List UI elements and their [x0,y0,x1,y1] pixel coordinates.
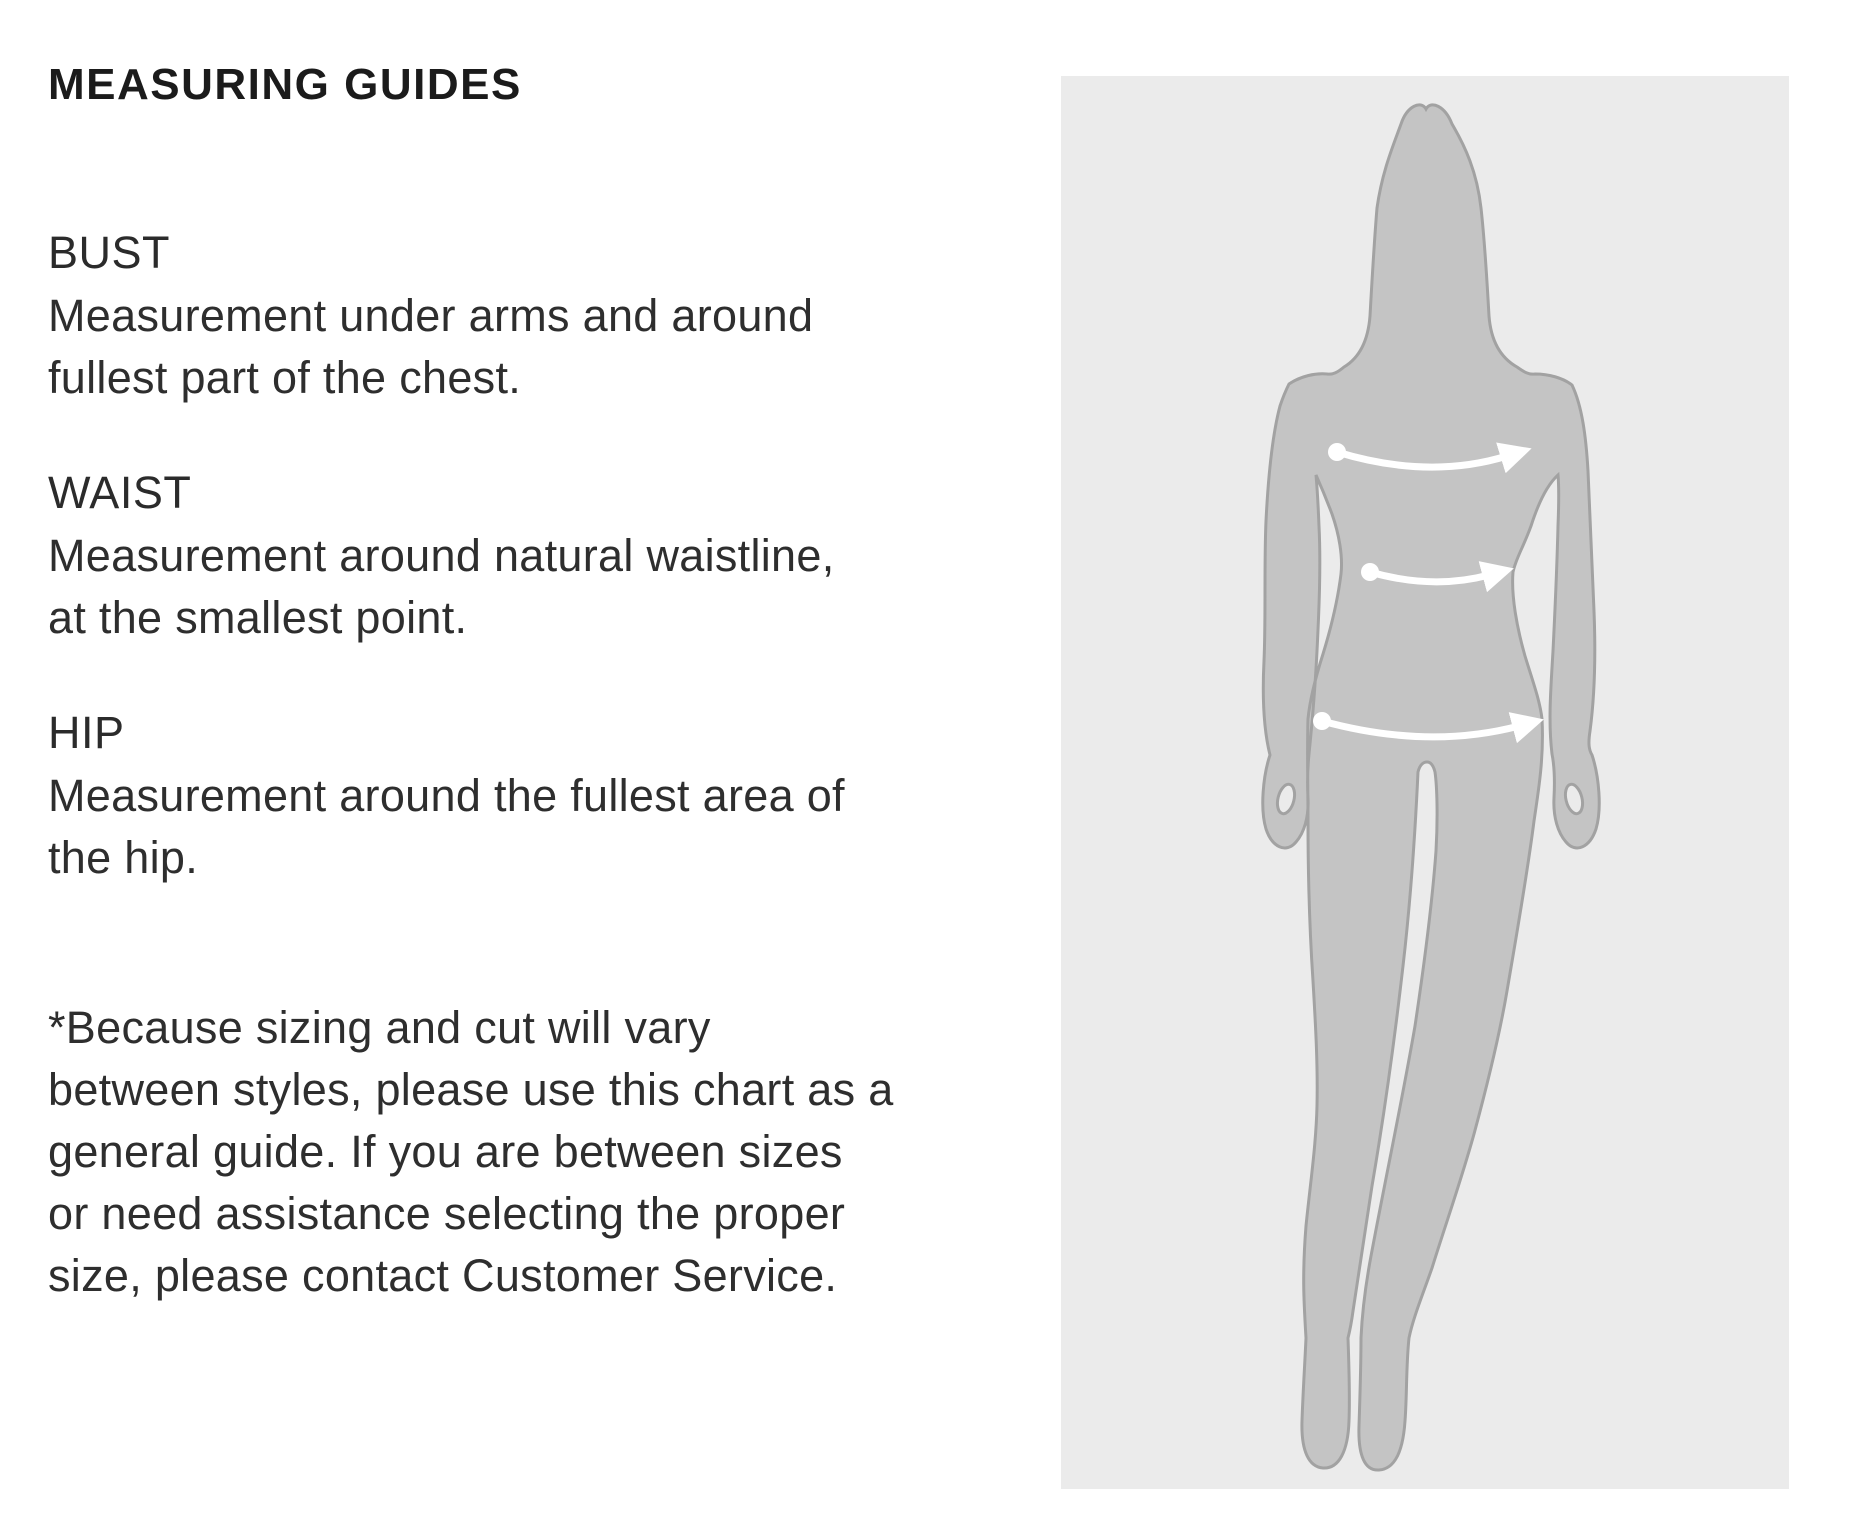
female-figure-illustration [1061,76,1789,1489]
disclaimer-line: *Because sizing and cut will vary [48,1002,711,1053]
page-title: MEASURING GUIDES [48,60,522,109]
disclaimer-line: between styles, please use this chart as a [48,1064,894,1115]
waist-heading: WAIST [48,467,192,518]
bust-description-line: Measurement under arms and around [48,290,814,341]
waist-section [48,461,1078,649]
hip-heading: HIP [48,707,125,758]
measuring-guide-text-column [48,62,1078,1307]
disclaimer-line: general guide. If you are between sizes [48,1126,843,1177]
disclaimer-line: or need assistance selecting the proper [48,1188,846,1239]
sizing-disclaimer [48,997,1078,1307]
bust-heading: BUST [48,227,171,278]
waist-description-line: at the smallest point. [48,592,468,643]
measurement-figure-panel [1061,76,1789,1489]
hip-description-line: the hip. [48,832,199,883]
hip-description-line: Measurement around the fullest area of [48,770,845,821]
disclaimer-line: size, please contact Customer Service. [48,1250,838,1301]
hip-section [48,701,1078,889]
waist-description-line: Measurement around natural waistline, [48,530,835,581]
bust-description-line: fullest part of the chest. [48,352,522,403]
bust-section [48,221,1078,409]
